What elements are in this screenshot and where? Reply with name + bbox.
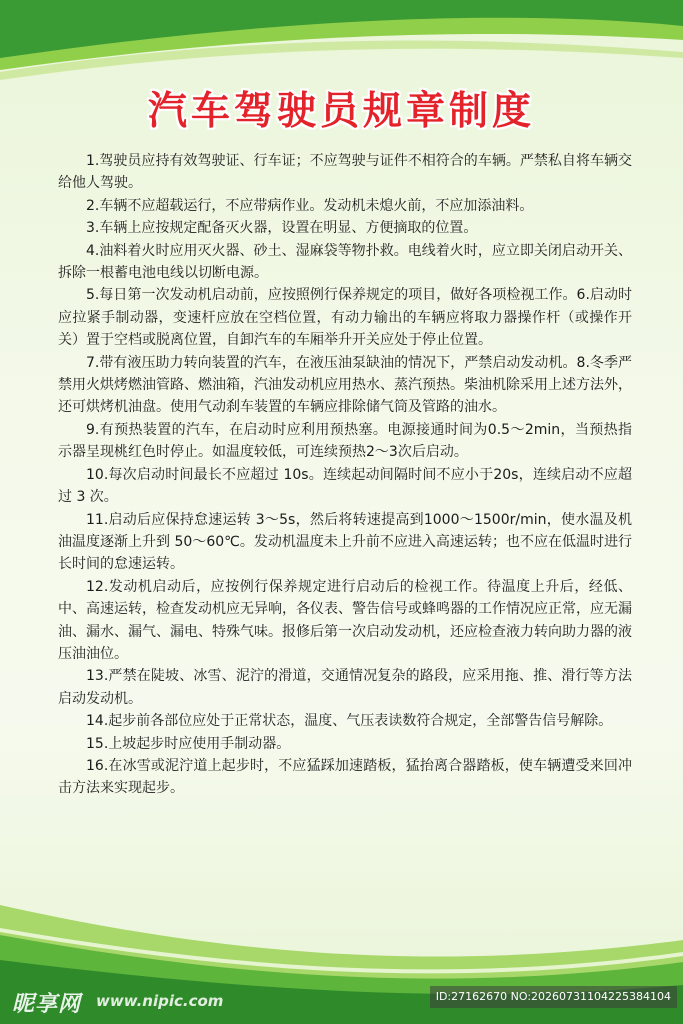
watermark-id: ID:27162670 NO:20260731104225384104 [430,986,677,1008]
rule-item: 1.驾驶员应持有效驾驶证、行车证；不应驾驶与证件不相符合的车辆。严禁私自将车辆交给他人驾驶。 [58,153,632,192]
rule-item: 9.有预热装置的汽车，在启动时应利用预热塞。电源接通时间为0.5～2min，当预热指示器呈现桃红色时停止。如温度较低，可连续预热2～3次后启动。 [58,421,632,461]
rule-item: 4.油料着火时应用灭火器、砂土、湿麻袋等物扑救。电线着火时，应立即关闭启动开关、拆除一根蓄电池电线以切断电源。 [58,242,632,282]
rule-item: 12.发动机启动后，应按例行保养规定进行启动后的检视工作。待温度上升后，经低、中、高速运转，检查发动机应无异响，各仪表、警告信号或蜂鸣器的工作情况应正常，应无漏油、漏水、漏气、漏电、特殊气味。报修后第一次启动发动机，还应检查液力转向助力器的液压油油位。 [58,578,632,662]
rule-item: 5.每日第一次发动机启动前，应按照例行保养规定的项目，做好各项检视工作。6.启动时应拉紧手制动器，变速杆应放在空档位置，有动力输出的车辆应将取力器操作杆（或操作开关）置于空档或脱离位置，自卸汽车的车厢举升开关应处于停止位置。 [58,287,632,349]
watermark-logo: 昵享网 [12,992,82,1017]
rule-item: 13.严禁在陡坡、冰雪、泥泞的滑道，交通情况复杂的路段，应采用拖、推、滑行等方法启动发动机。 [58,668,632,707]
rule-item: 3.车辆上应按规定配备灭火器，设置在明显、方便摘取的位置。 [86,220,478,237]
rule-item: 2.车辆不应超载运行，不应带病作业。发动机未熄火前，不应加添油料。 [86,197,534,214]
rule-item: 15.上坡起步时应使用手制动器。 [86,735,291,752]
watermark-url: www.nipic.com [96,992,224,1010]
rule-item: 10.每次启动时间最长不应超过 10s。连续起动间隔时间不应小于20s，连续启动不应超过 3 次。 [58,466,632,506]
poster-title: 汽车驾驶员规章制度 [147,89,535,134]
rules-list [58,150,632,800]
rule-item: 11.启动后应保持怠速运转 3～5s，然后将转速提高到1000～1500r/min，使水温及机油温度逐渐上升到 50～60℃。发动机温度未上升前不应进入高速运转；也不应在低温时进行长时间的怠速运转。 [58,511,632,573]
rule-item: 16.在冰雪或泥泞道上起步时，不应猛踩加速踏板，猛抬离合器踏板，使车辆遭受来回冲击方法来实现起步。 [58,757,632,797]
rule-item: 14.起步前各部位应处于正常状态，温度、气压表读数符合规定，全部警告信号解除。 [86,713,613,730]
rule-item: 7.带有液压助力转向装置的汽车，在液压油泵缺油的情况下，严禁启动发动机。8.冬季严禁用火烘烤燃油管路、燃油箱，汽油发动机应用热水、蒸汽预热。柴油机除采用上述方法外，还可烘烤机油盘。使用气动刹车装置的车辆应排除储气筒及管路的油水。 [58,354,632,416]
